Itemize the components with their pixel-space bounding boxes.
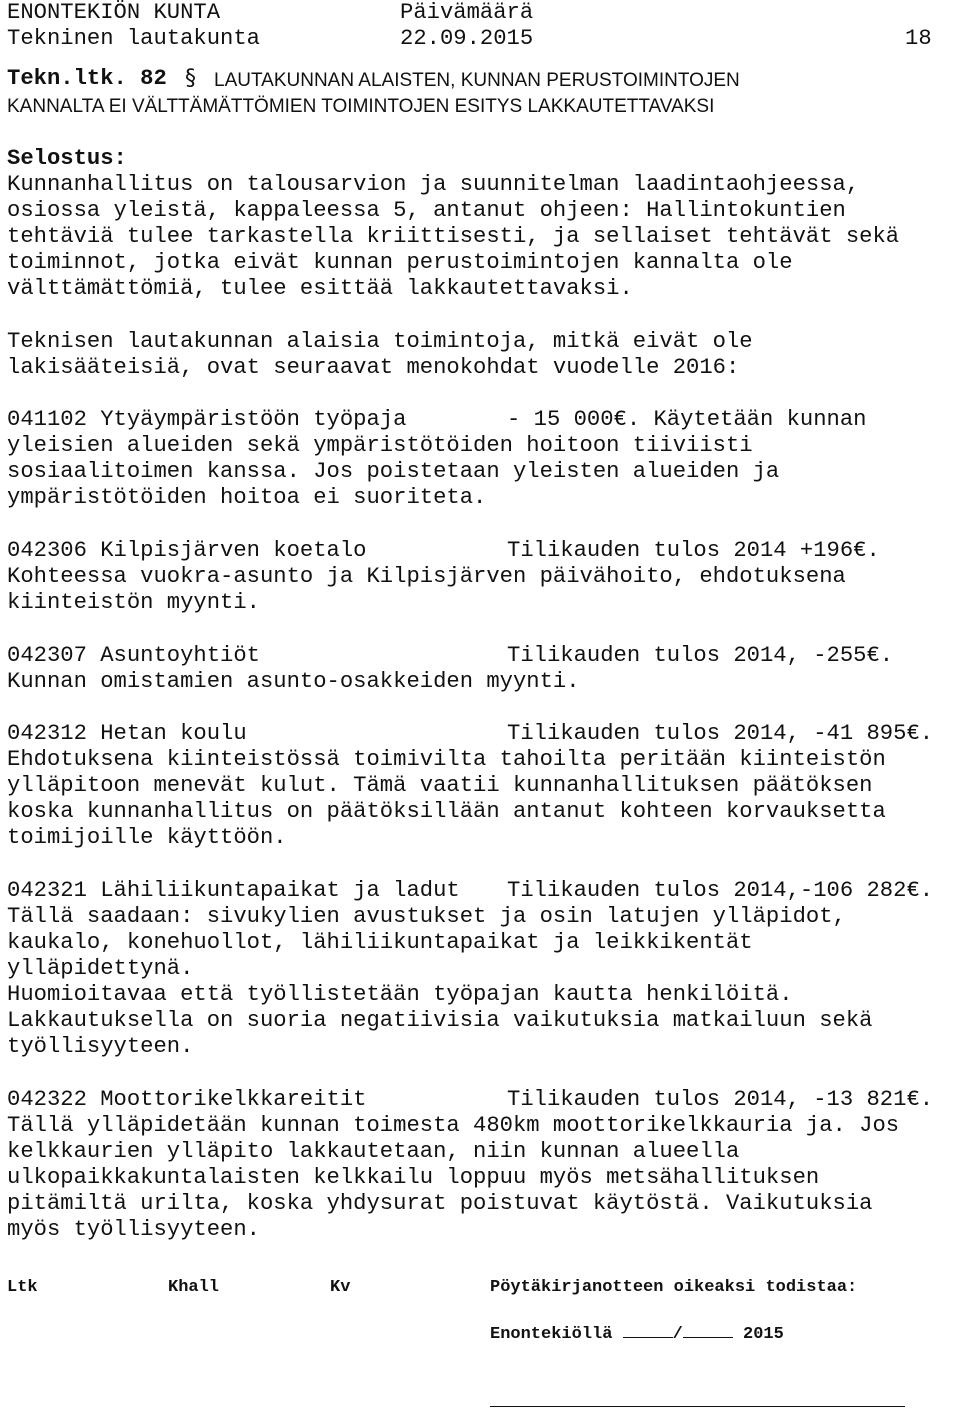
footer-khall: Khall bbox=[168, 1278, 220, 1297]
month-blank bbox=[683, 1321, 733, 1338]
item-amount: Tilikauden tulos 2014, -255€. bbox=[507, 643, 894, 668]
selostus-label: Selostus: bbox=[7, 146, 127, 171]
signature-line bbox=[490, 1406, 905, 1407]
item-text-line: Kunnan omistamien asunto-osakkeiden myynti. bbox=[7, 669, 580, 694]
item-text-line: koska kunnanhallitus on päätöksillään antanut kohteen korvauksetta bbox=[7, 799, 886, 824]
footer-ltk: Ltk bbox=[7, 1278, 38, 1297]
item-amount: - 15 000€. Käytetään kunnan bbox=[507, 407, 867, 432]
item-code: 042321 Lähiliikuntapaikat ja ladut bbox=[7, 878, 460, 903]
item-code: 042307 Asuntoyhtiöt bbox=[7, 643, 260, 668]
item-text-line: Kohteessa vuokra-asunto ja Kilpisjärven päivähoito, ehdotuksena bbox=[7, 564, 846, 589]
item-code: 042322 Moottorikelkkareitit bbox=[7, 1087, 367, 1112]
item-text-line: kelkkaurien ylläpito lakkautetaan, niin kunnan alueella bbox=[7, 1139, 740, 1164]
page-number: 18 bbox=[905, 26, 932, 51]
item-text-line: kiinteistön myynti. bbox=[7, 590, 260, 615]
meeting-date: 22.09.2015 bbox=[400, 26, 534, 51]
item-text-line: kaukalo, konehuollot, lähiliikuntapaikat ja leikkikentät bbox=[7, 930, 753, 955]
section-title-line-2: KANNALTA EI VÄLTTÄMÄTTÖMIEN TOIMINTOJEN ESITYS LAKKAUTETTAVAKSI bbox=[7, 96, 715, 117]
paragraph2-line: Teknisen lautakunnan alaisia toimintoja, mitkä eivät ole bbox=[7, 329, 753, 354]
item-text-line: toimijoille käyttöön. bbox=[7, 825, 287, 850]
section-title-line-1: LAUTAKUNNAN ALAISTEN, KUNNAN PERUSTOIMINTOJEN bbox=[214, 70, 740, 91]
item-text-line: Ehdotuksena kiinteistössä toimivilta tahoilta peritään kiinteistön bbox=[7, 747, 886, 772]
item-amount: Tilikauden tulos 2014 +196€. bbox=[507, 538, 880, 563]
item-text-line: myös työllisyyteen. bbox=[7, 1217, 260, 1242]
section-number: Tekn.ltk. 82 bbox=[7, 66, 167, 91]
department-name: Tekninen lautakunta bbox=[7, 26, 260, 51]
intro-line: tehtäviä tulee tarkastella kriittisesti, ja sellaiset tehtävät sekä bbox=[7, 224, 900, 249]
item-amount: Tilikauden tulos 2014, -41 895€. bbox=[507, 721, 934, 746]
item-text-line: Huomioitavaa että työllistetään työpajan kautta henkilöitä. bbox=[7, 982, 793, 1007]
intro-line: välttämättömiä, tulee esittää lakkautettavaksi. bbox=[7, 276, 633, 301]
footer-place-date bbox=[490, 1321, 784, 1345]
org-name: ENONTEKIÖN KUNTA bbox=[7, 0, 221, 25]
item-text-line: ylläpidettynä. bbox=[7, 956, 194, 981]
date-label: Päivämäärä bbox=[400, 0, 534, 25]
paragraph2-line: lakisääteisiä, ovat seuraavat menokohdat vuodelle 2016: bbox=[7, 355, 740, 380]
intro-line: Kunnanhallitus on talousarvion ja suunnitelman laadintaohjeessa, bbox=[7, 172, 860, 197]
item-text-line: pitämiltä urilta, koska yhdysurat poistuvat käytöstä. Vaikutuksia bbox=[7, 1191, 873, 1216]
footer-slash: / bbox=[672, 1325, 683, 1344]
item-text-line: Tällä saadaan: sivukylien avustukset ja osin latujen ylläpidot, bbox=[7, 904, 846, 929]
item-text-line: ulkopaikkakuntalaisten kelkkailu loppuu myös metsähallituksen bbox=[7, 1165, 820, 1190]
footer-certify: Pöytäkirjanotteen oikeaksi todistaa: bbox=[490, 1278, 858, 1297]
item-text-line: ympäristötöiden hoitoa ei suoriteta. bbox=[7, 485, 487, 510]
intro-line: toiminnot, jotka eivät kunnan perustoimintojen kannalta ole bbox=[7, 250, 793, 275]
footer-place: Enontekiöllä bbox=[490, 1325, 613, 1344]
footer-kv: Kv bbox=[330, 1278, 351, 1297]
item-text-line: työllisyyteen. bbox=[7, 1034, 194, 1059]
item-code: 042306 Kilpisjärven koetalo bbox=[7, 538, 367, 563]
item-code: 041102 Ytyäympäristöön työpaja bbox=[7, 407, 407, 432]
footer-year: 2015 bbox=[743, 1325, 784, 1344]
item-text-line: ylläpitoon menevät kulut. Tämä vaatii kunnanhallituksen päätöksen bbox=[7, 773, 873, 798]
item-text-line: sosiaalitoimen kanssa. Jos poistetaan yleisten alueiden ja bbox=[7, 459, 780, 484]
paragraph-symbol: § bbox=[185, 66, 196, 91]
item-text-line: yleisien alueiden sekä ympäristötöiden hoitoon tiiviisti bbox=[7, 433, 753, 458]
intro-line: osiossa yleistä, kappaleessa 5, antanut ohjeen: Hallintokuntien bbox=[7, 198, 846, 223]
item-text-line: Tällä ylläpidetään kunnan toimesta 480km moottorikelkkauria ja. Jos bbox=[7, 1113, 900, 1138]
item-amount: Tilikauden tulos 2014,-106 282€. bbox=[507, 878, 934, 903]
item-text-line: Lakkautuksella on suoria negatiivisia vaikutuksia matkailuun sekä bbox=[7, 1008, 873, 1033]
item-amount: Tilikauden tulos 2014, -13 821€. bbox=[507, 1087, 934, 1112]
day-blank bbox=[623, 1321, 673, 1338]
item-code: 042312 Hetan koulu bbox=[7, 721, 247, 746]
